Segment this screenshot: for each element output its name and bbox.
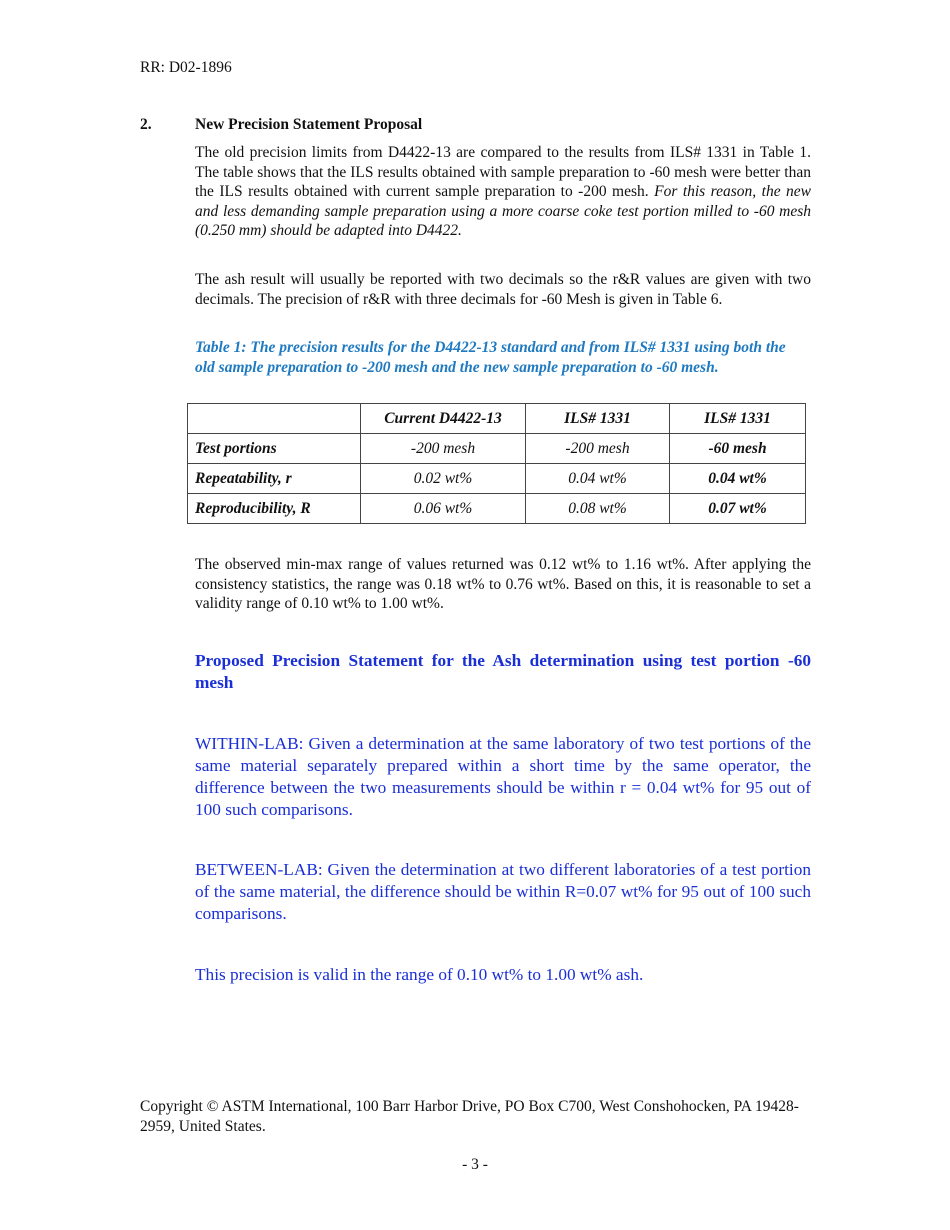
page-number: - 3 - [462, 1156, 488, 1173]
table-cell: 0.06 wt% [361, 494, 526, 524]
between-lab-statement: BETWEEN-LAB: Given the determination at two different laboratories of a test portion of the same material, the difference should be within R=0.07 wt% for 95 out of 100 such comparisons. [195, 860, 811, 923]
table-cell: 0.04 wt% [526, 464, 670, 494]
table-row-label: Reproducibility, R [188, 494, 361, 524]
table-row [188, 494, 806, 524]
paragraph-italic-text: For this reason, the new and less demanding sample preparation using a more coarse coke test portion milled to -60 mesh (0.250 mm) should be adapted into D4422. [195, 183, 812, 239]
table-header-cell [188, 404, 361, 434]
table-row-label: Test portions [188, 434, 361, 464]
table-cell: -200 mesh [526, 434, 670, 464]
table-header-cell: ILS# 1331 [526, 404, 670, 434]
table-header-cell: ILS# 1331 [670, 404, 806, 434]
precision-table [187, 403, 806, 524]
table-cell: 0.08 wt% [526, 494, 670, 524]
table-row-label: Repeatability, r [188, 464, 361, 494]
document-reference: RR: D02-1896 [140, 59, 232, 76]
table-cell: -60 mesh [670, 434, 806, 464]
table-row [188, 464, 806, 494]
validity-statement: This precision is valid in the range of 0.10 wt% to 1.00 wt% ash. [195, 965, 644, 984]
copyright-notice: Copyright © ASTM International, 100 Barr Harbor Drive, PO Box C700, West Conshohocken, PA 19428-2959, United States. [140, 1098, 799, 1135]
proposal-title: Proposed Precision Statement for the Ash determination using test portion -60 mesh [195, 651, 811, 692]
table-caption: Table 1: The precision results for the D4422-13 standard and from ILS# 1331 using both the old sample preparation to -200 mesh and the new sample preparation to -60 mesh. [195, 339, 786, 376]
paragraph-ash-decimals: The ash result will usually be reported with two decimals so the r&R values are given with two decimals. The precision of r&R with three decimals for -60 Mesh is given in Table 6. [195, 271, 811, 308]
table-cell: -200 mesh [361, 434, 526, 464]
table-header-row [188, 404, 806, 434]
table-cell: 0.02 wt% [361, 464, 526, 494]
paragraph-normal-text: The old precision limits from D4422-13 are compared to the results from ILS# 1331 in Table 1. The table shows that the ILS results obtained with sample preparation to -60 mesh were better than the ILS results obtained with current sample preparation to -200 mesh. [195, 144, 811, 200]
table-cell: 0.04 wt% [670, 464, 806, 494]
table-cell: 0.07 wt% [670, 494, 806, 524]
paragraph-old-precision [195, 143, 811, 241]
paragraph-validity-range: The observed min-max range of values returned was 0.12 wt% to 1.16 wt%. After applying the consistency statistics, the range was 0.18 wt% to 0.76 wt%. Based on this, it is reasonable to set a validity range of 0.10 wt% to 1.00 wt%. [195, 556, 811, 612]
within-lab-statement: WITHIN-LAB: Given a determination at the same laboratory of two test portions of the same material separately prepared within a short time by the same operator, the difference between the two measurements should be within r = 0.04 wt% for 95 out of 100 such comparisons. [195, 734, 811, 819]
section-number: 2. [140, 116, 152, 133]
table-header-cell: Current D4422-13 [361, 404, 526, 434]
table-row [188, 434, 806, 464]
section-title: New Precision Statement Proposal [195, 116, 423, 133]
